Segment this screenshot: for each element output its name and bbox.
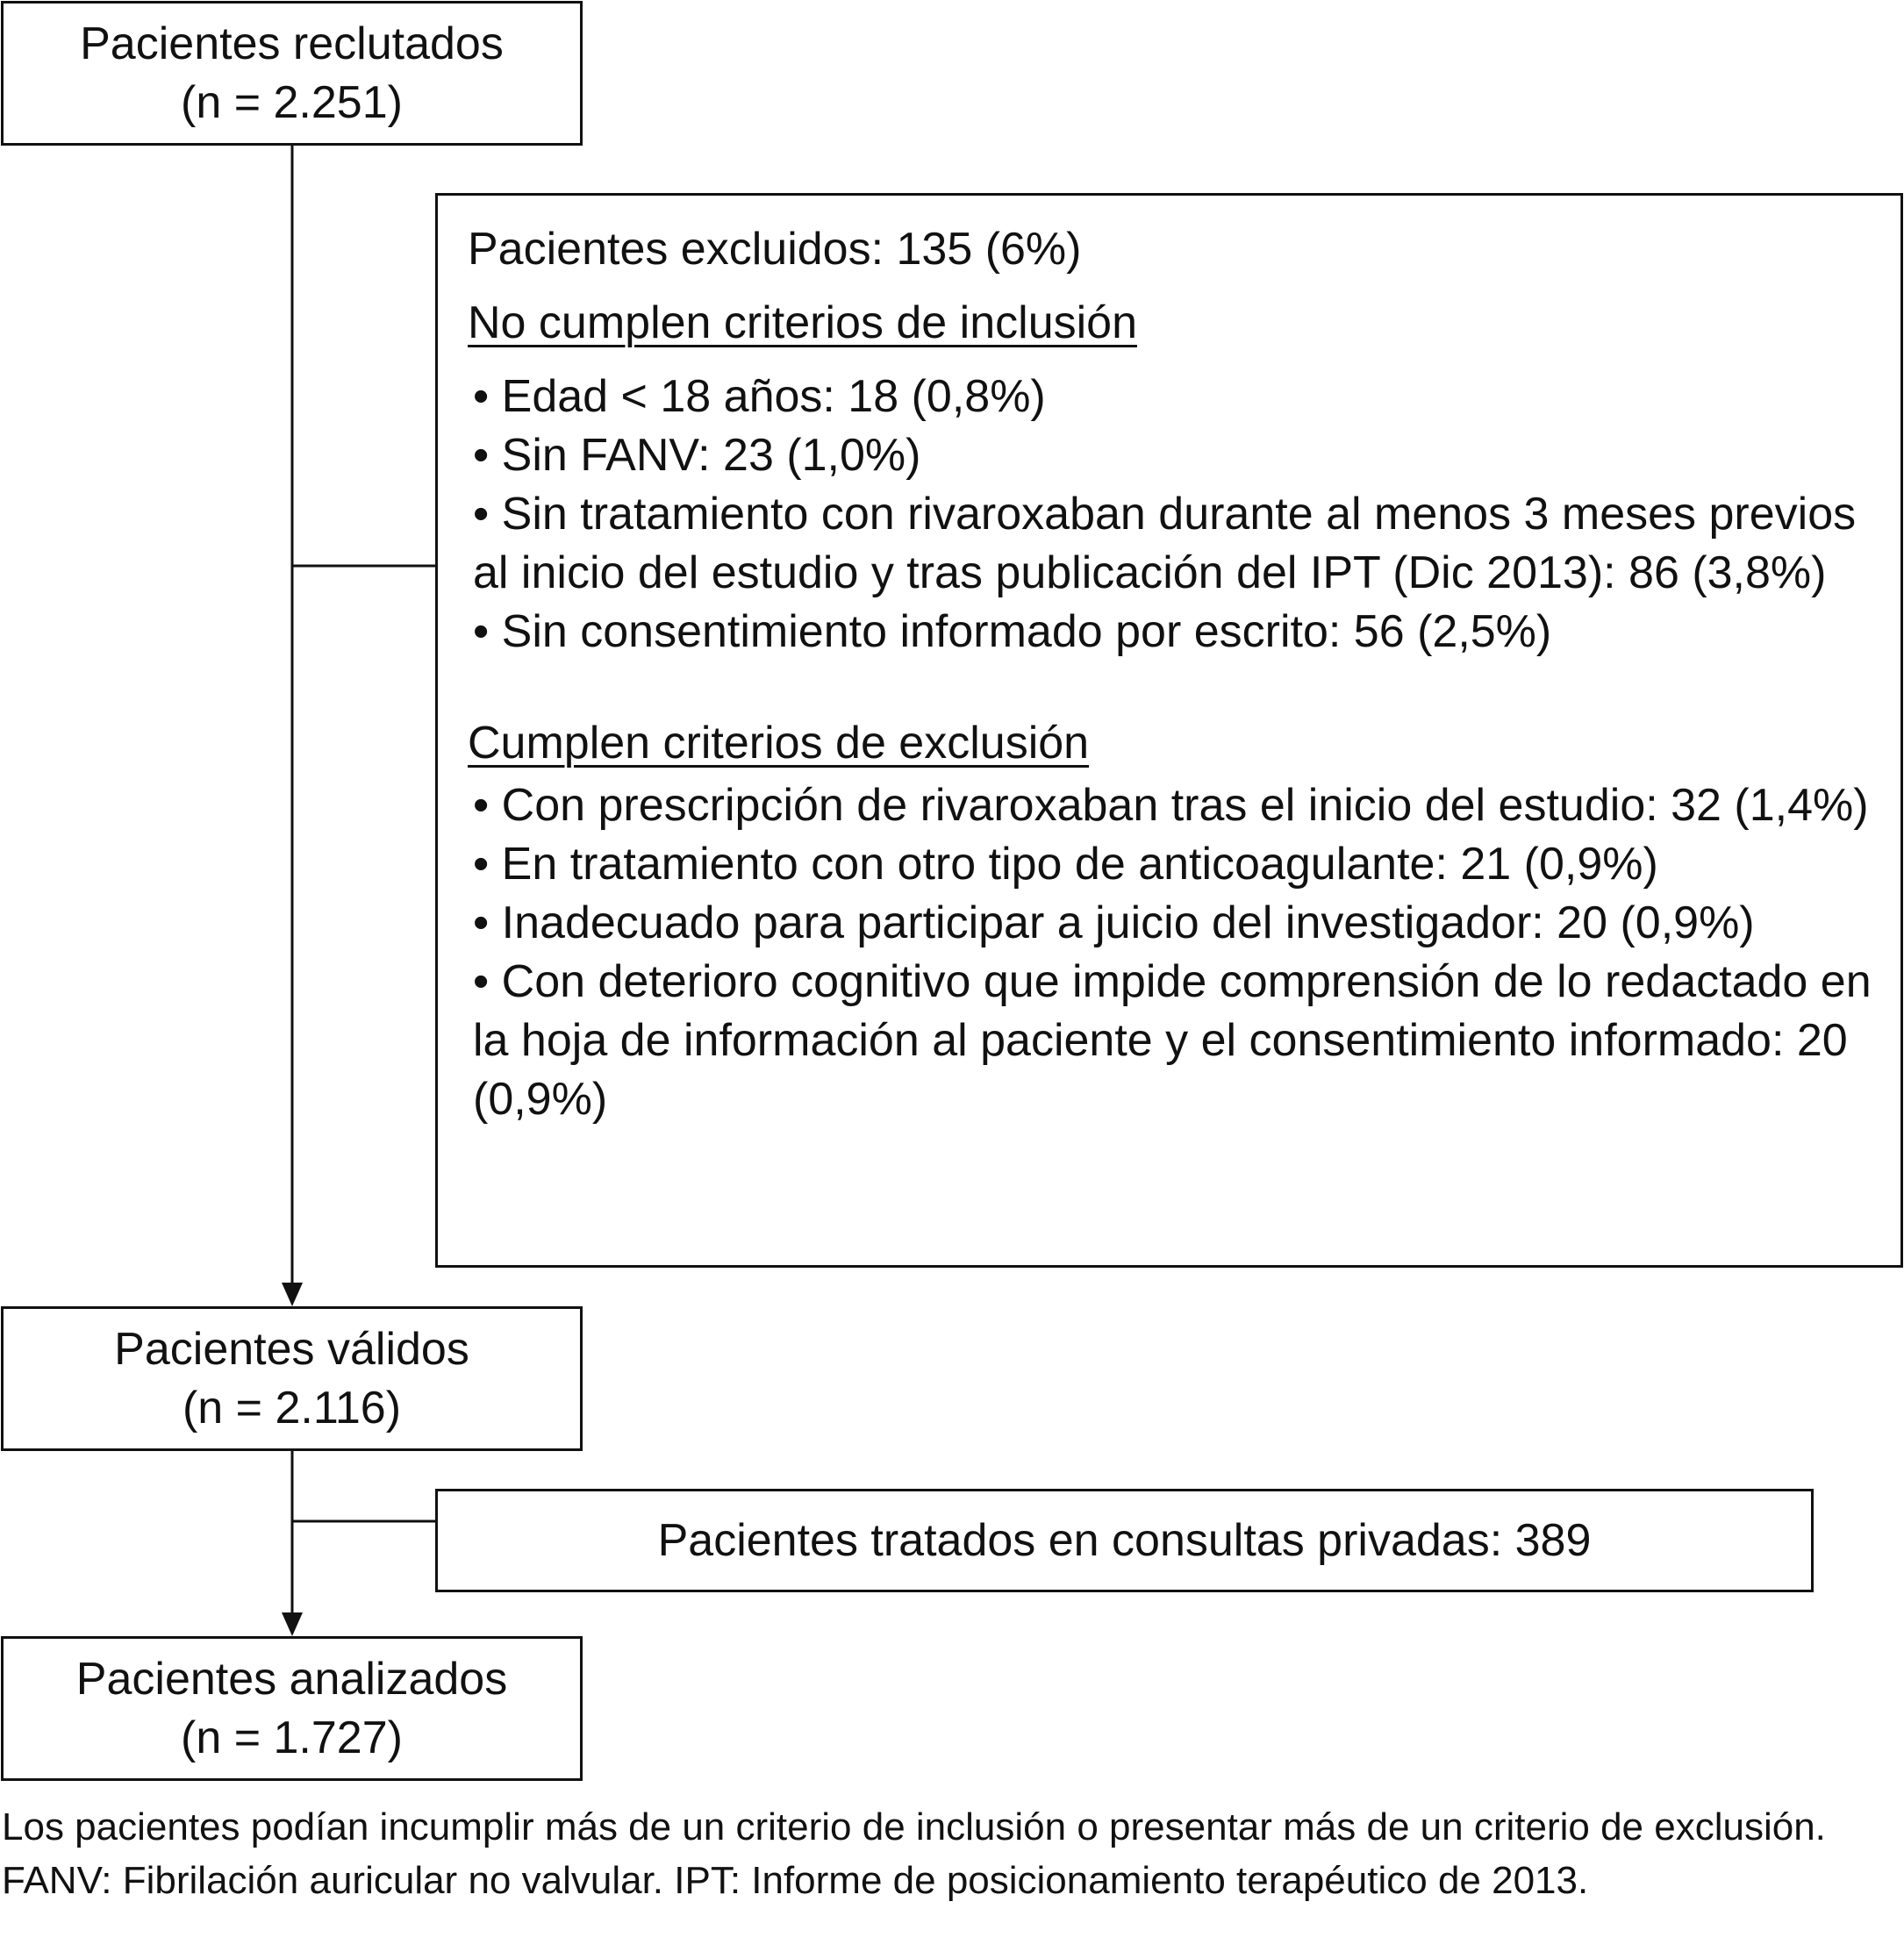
inclusion-criteria-list (468, 368, 1883, 661)
exclusion-item: • En tratamiento con otro tipo de anticoagulante: 21 (0,9%) (473, 839, 1658, 890)
exclusion-criteria-list (468, 776, 1883, 1129)
excluded-header: Pacientes excluidos: 135 (6%) (468, 224, 1082, 275)
exclusion-item: • Con deterioro cognitivo que impide comprensión de lo redactado en la hoja de información al paciente y el consentimiento informado: 20 (0,9%) (473, 956, 1872, 1125)
box-valid-patients (1, 1306, 583, 1451)
inclusion-item: • Sin consentimiento informado por escrito: 56 (2,5%) (473, 606, 1552, 657)
footnotes (2, 1800, 1897, 1907)
inclusion-item: • Edad < 18 años: 18 (0,8%) (473, 371, 1046, 422)
recruited-title: Pacientes reclutados (80, 18, 504, 69)
inclusion-item: • Sin FANV: 23 (1,0%) (473, 430, 921, 481)
analyzed-title: Pacientes analizados (75, 1653, 508, 1705)
arrowhead-to-valid (282, 1283, 303, 1306)
exclusion-criteria-heading: Cumplen criterios de exclusión (468, 718, 1090, 769)
footnote-abbreviations: FANV: Fibrilación auricular no valvular. IPT: Informe de posicionamiento terapéutico de 2013. (2, 1859, 1589, 1902)
analyzed-count: (n = 1.727) (181, 1712, 403, 1763)
box-recruited-patients (1, 1, 583, 146)
valid-count: (n = 2.116) (182, 1382, 402, 1434)
box-private-clinics (435, 1489, 1814, 1592)
box-excluded-patients (435, 193, 1903, 1268)
inclusion-item: • Sin tratamiento con rivaroxaban durante al menos 3 meses previos al inicio del estudio y tras publicación del IPT (Dic 2013): 86 (3,8%) (473, 489, 1857, 598)
exclusion-item: • Inadecuado para participar a juicio del investigador: 20 (0,9%) (473, 897, 1755, 948)
inclusion-criteria-heading: No cumplen criterios de inclusión (468, 297, 1138, 348)
arrowhead-to-analyzed (282, 1612, 303, 1636)
exclusion-item: • Con prescripción de rivaroxaban tras el inicio del estudio: 32 (1,4%) (473, 780, 1869, 831)
valid-title: Pacientes válidos (114, 1323, 469, 1375)
recruited-count: (n = 2.251) (181, 76, 403, 128)
private-clinics-label: Pacientes tratados en consultas privadas: 389 (657, 1515, 1592, 1566)
box-analyzed-patients (1, 1636, 583, 1781)
footnote-criteria: Los pacientes podían incumplir más de un criterio de inclusión o presentar más de un criterio de exclusión. (2, 1805, 1826, 1848)
